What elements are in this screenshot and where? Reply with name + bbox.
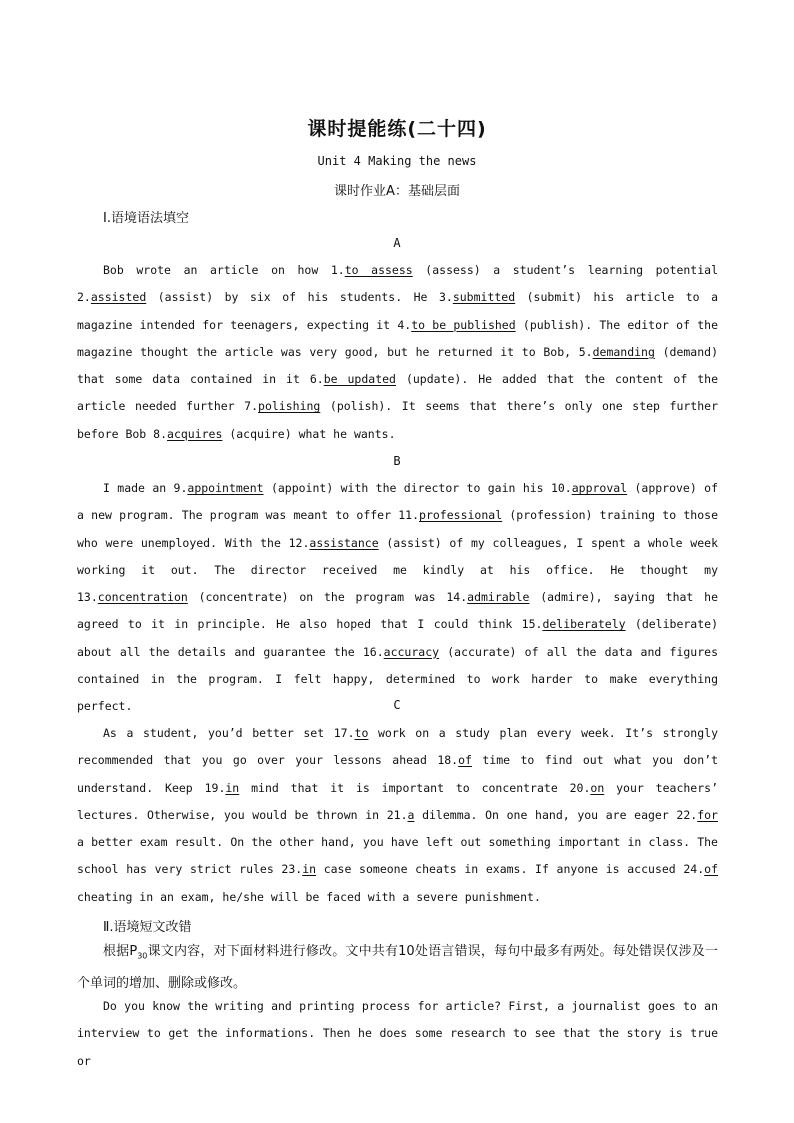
part-c-paragraph [77,720,718,911]
passage-text: (polish). It seems that there’s only one step further before Bob 8. [77,399,719,441]
answer-blank: in [225,780,240,795]
answer-blank: of [458,753,472,768]
answer-blank: demanding [592,344,655,359]
answer-blank: on [590,780,605,795]
part-a-paragraph [77,257,718,448]
passage-text: (update). He added that the content of the article needed further 7. [77,372,718,414]
answer-blank: deliberately [542,617,626,632]
passage-text: As a student, you’d better set 17. [103,726,355,740]
answer-blank: admirable [467,590,530,604]
passage-text: (accurate) of all the data and figures contained in the program. I felt happy, determined to work harder to make everything perfect. [77,644,718,713]
part-b-label: B [393,454,401,468]
passage-text: case someone cheats in exams. If anyone is accused 24. [316,862,705,877]
answer-blank: submitted [452,290,516,305]
passage-text: (appoint) with the director to gain his 10. [263,481,572,495]
part-a-label: A [393,236,401,250]
passage-text: (admire), saying that he agreed to it in principle. He also hoped that I could think 15. [77,590,718,632]
passage-text: I made an 9. [103,481,188,495]
answer-blank: of [704,862,718,877]
passage-text: Bob wrote an article on how 1. [103,263,345,277]
answer-blank: acquires [167,426,223,441]
answer-blank: to assess [344,263,413,277]
unit-subtitle: Unit 4 Making the news [317,154,477,168]
answer-blank: professional [419,508,503,523]
passage-text: (approve) of a new program. The program was meant to offer 11. [77,481,718,523]
instruction-pre: 根据P [103,944,138,959]
passage-text: (submit) his article to a magazine intended for teenagers, expecting it 4. [77,290,718,332]
answer-blank: assistance [309,535,379,550]
answer-blank: appointment [187,481,264,495]
section-2-heading: Ⅱ.语境短文改错 [103,920,192,935]
passage-text: (profession) training to those who were unemployed. With the 12. [77,508,718,550]
passage-text: cheating in an exam, he/she will be faced with a severe punishment. [77,889,541,904]
section-2-instruction [77,938,718,997]
answer-blank: approval [571,481,628,495]
part-c-label: C [393,698,401,712]
passage-text: (assist) by six of his students. He 3. [146,290,453,305]
part-b-paragraph [77,475,718,720]
instruction-page-number: 30 [137,951,148,961]
instruction-post: 课文内容，对下面材料进行修改。文中共有10处语言错误，每句中最多有两处。每处错误仅涉及一个单词的增加、删除或修改。 [77,944,718,991]
passage-text: time to find out what you don’t understand. Keep 19. [77,753,718,795]
passage-text: work on a study plan every week. It’s strongly recommended that you go over your lessons ahead 18. [77,726,718,768]
passage-text: (acquire) what he wants. [222,426,396,441]
passage-text: (concentrate) on the program was 14. [187,590,468,604]
answer-blank: to be published [411,317,516,332]
passage-text: a better exam result. On the other hand, you have left out something important in class. The school has very strict rules 23. [77,835,718,877]
answer-blank: assisted [90,290,147,305]
answer-blank: a [407,807,415,822]
answer-blank: in [302,862,317,877]
answer-blank: accuracy [383,644,440,659]
answer-blank: to [354,726,369,740]
passage-text: (assist) of my colleagues, I spent a whole week working it out. The director received me kindly at his office. He thought my 13. [77,535,718,604]
homework-subtitle: 课时作业A：基础层面 [334,184,460,199]
answer-blank: concentration [97,590,188,604]
passage-text: dilemma. On one hand, you are eager 22. [414,807,698,822]
passage-text: mind that it is important to concentrate 20. [239,780,591,795]
passage-text: (demand) that some data contained in it 6. [77,344,719,386]
passage-text: (assess) a student’s learning potential 2. [77,263,718,305]
answer-blank: for [697,807,718,822]
passage-text: (deliberate) about all the details and guarantee the 16. [77,617,718,659]
passage-text: (publish). The editor of the magazine thought the article was very good, but he returned it to Bob, 5. [77,317,718,359]
page-title: 课时提能练(二十四) [307,118,487,140]
answer-blank: polishing [258,399,321,414]
section-1-heading: Ⅰ.语境语法填空 [103,211,189,226]
answer-blank: be updated [323,372,396,386]
section-2-passage: Do you know the writing and printing process for article? First, a journalist goes to an interview to get the informations. Then he does some research to see that the story is true or [77,999,718,1068]
passage-text: your teachers’ lectures. Otherwise, you would be thrown in 21. [77,780,718,822]
